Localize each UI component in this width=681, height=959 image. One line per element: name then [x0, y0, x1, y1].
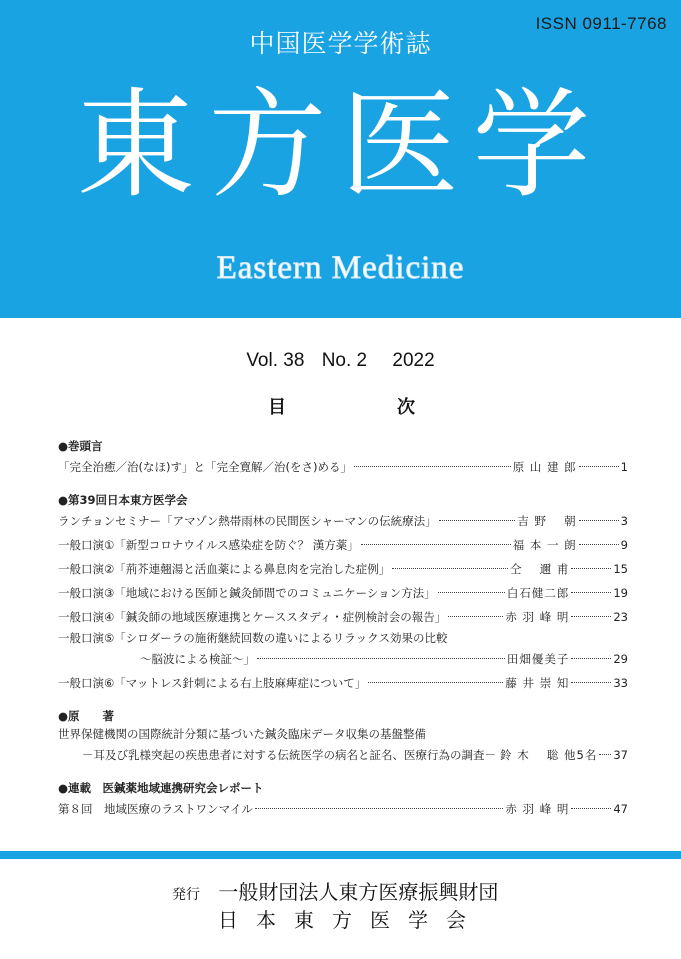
toc-entry[interactable] [58, 581, 628, 605]
journal-subtitle: 中国医学学術誌 [249, 29, 432, 58]
entry-title-continued: －耳及び乳様突起の疾患患者に対する伝統医学の病名と証名、医療行為の調査－ [82, 748, 496, 762]
dot-leader [571, 682, 611, 683]
entry-title: ランチョンセミナー「アマゾン熱帯雨林の民間医シャーマンの伝統療法」 [58, 514, 437, 528]
entry-author: 吉 野 朝 [517, 514, 577, 528]
dot-leader [571, 616, 611, 617]
entry-author: 藤 井 崇 知 [505, 676, 570, 690]
entry-author: 仝 邇 甫 [510, 562, 570, 576]
dot-leader [354, 466, 511, 467]
entry-title: 一般口演②「荊芥連翹湯と活血薬による鼻息肉を完治した症例」 [58, 562, 391, 576]
toc-heading-2: 次 [397, 397, 415, 418]
dot-leader [579, 520, 619, 521]
entry-page: 37 [613, 748, 628, 762]
entry-page: 3 [620, 514, 628, 528]
publisher-name: 一般財団法人東方医療振興財団 [218, 880, 499, 904]
dot-leader [438, 592, 505, 593]
journal-title-english: Eastern Medicine [216, 250, 465, 286]
entry-page: 15 [613, 562, 628, 576]
dot-leader [257, 658, 505, 659]
society-name: 日本東方医学会 [218, 908, 484, 932]
dot-leader [579, 544, 619, 545]
toc-entry[interactable] [58, 509, 628, 533]
entry-author: 田畑優美子 [506, 652, 570, 666]
dot-leader [571, 568, 611, 569]
dot-leader [439, 520, 516, 521]
dot-leader [392, 568, 508, 569]
dot-leader [361, 544, 511, 545]
section-title: ●連載 医鍼薬地域連携研究会レポート [58, 781, 264, 795]
toc-entry[interactable] [58, 797, 628, 821]
issn-number: ISSN 0911-7768 [535, 14, 667, 33]
volume: Vol. 38 [246, 350, 305, 371]
section-title: ●第39回日本東方医学会 [58, 493, 188, 507]
section-title: ●巻頭言 [58, 439, 103, 453]
publisher-label: 発行 [172, 887, 200, 903]
entry-title[interactable]: 世界保健機関の国際統計分類に基づいた鍼灸臨床データ収集の基盤整備 [58, 727, 426, 741]
entry-title-continued: ～脳波による検証～」 [140, 652, 255, 666]
issue-info [0, 350, 681, 372]
entry-title: 「完全治癒／治(なほ)す」と「完全寛解／治(をさ)める」 [58, 460, 352, 474]
section-title: ●原 著 [58, 709, 115, 723]
dot-leader [579, 466, 619, 467]
toc-entry[interactable] [58, 671, 628, 695]
year: 2022 [392, 350, 435, 371]
entry-page: 23 [613, 610, 628, 624]
toc-entry[interactable] [58, 605, 628, 629]
entry-author: 白石健二郎 [506, 586, 570, 600]
number: No. 2 [321, 350, 368, 371]
entry-title: 一般口演③「地域における医師と鍼灸師間でのコミュニケーション方法」 [58, 586, 436, 600]
entry-title: 第８回 地域医療のラストワンマイル [58, 802, 253, 816]
toc-entry[interactable] [58, 743, 628, 767]
entry-page: 47 [613, 802, 628, 816]
dot-leader [571, 592, 611, 593]
entry-author: 福 本 一 朗 [512, 538, 577, 552]
entry-author: 原 山 建 郎 [512, 460, 577, 474]
entry-title: 一般口演①「新型コロナウイルス感染症を防ぐ？ 漢方薬」 [58, 538, 359, 552]
toc-heading-1: 目 [268, 397, 286, 418]
publisher-line [172, 876, 498, 905]
entry-author: 赤 羽 峰 明 [505, 610, 570, 624]
dot-leader [599, 754, 611, 755]
toc-entry[interactable] [58, 647, 628, 671]
dot-leader [448, 616, 503, 617]
entry-page: 19 [613, 586, 628, 600]
entry-page: 33 [613, 676, 628, 690]
entry-author: 鈴 木 聡 他5名 [500, 748, 598, 762]
dot-leader [571, 658, 611, 659]
entry-page: 29 [613, 652, 628, 666]
journal-title: 東方医学 [76, 76, 605, 214]
toc-entry[interactable] [58, 455, 628, 479]
footer-bar [0, 851, 681, 859]
toc-entry[interactable] [58, 557, 628, 581]
dot-leader [255, 808, 503, 809]
dot-leader [368, 682, 503, 683]
entry-page: 9 [620, 538, 628, 552]
entry-title: 一般口演④「鍼灸師の地域医療連携とケーススタディ・症例検討会の報告」 [58, 610, 447, 624]
toc-entry[interactable] [58, 533, 628, 557]
entry-author: 赤 羽 峰 明 [505, 802, 570, 816]
table-of-contents [58, 437, 628, 821]
cover-banner [0, 0, 681, 318]
dot-leader [571, 808, 611, 809]
entry-title: 一般口演⑥「マットレス針刺による右上肢麻痺症について」 [58, 676, 367, 690]
entry-title[interactable]: 一般口演⑤「シロダーラの施術継続回数の違いによるリラックス効果の比較 [58, 631, 448, 645]
entry-page: 1 [620, 460, 628, 474]
